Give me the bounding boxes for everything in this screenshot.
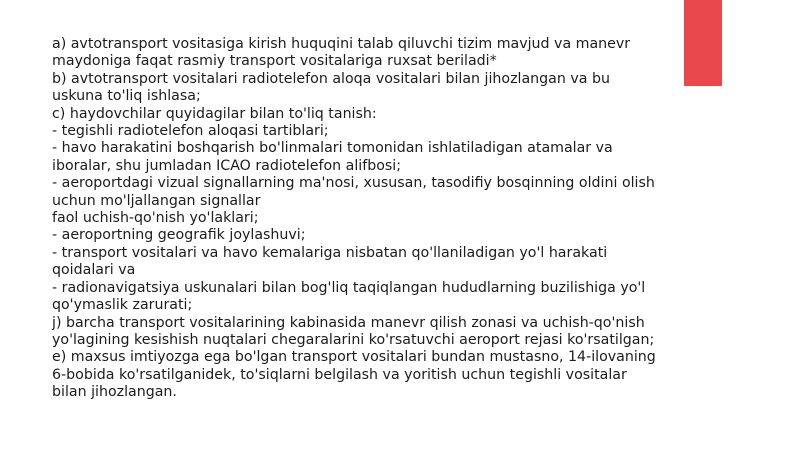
text-line: uchun mo'ljallangan signallar bbox=[52, 192, 261, 209]
text-line: uskuna to'liq ishlasa; bbox=[52, 88, 201, 105]
accent-bar bbox=[684, 0, 722, 86]
text-line: - transport vositalari va havo kemalariga nisbatan qo'llaniladigan yo'l harakati bbox=[52, 244, 608, 261]
text-line: qo'ymaslik zarurati; bbox=[52, 297, 193, 314]
text-line: - radionavigatsiya uskunalari bilan bog'liq taqiqlangan hududlarning buzilishiga yo'l bbox=[52, 279, 646, 296]
text-line: - aeroportning geografik joylashuvi; bbox=[52, 227, 306, 244]
slide-body-text bbox=[52, 36, 662, 402]
text-line: a) avtotransport vositasiga kirish huquqini talab qiluvchi tizim mavjud va manevr bbox=[52, 36, 631, 52]
text-line: b) avtotransport vositalari radiotelefon aloqa vositalari bilan jihozlangan va bu bbox=[52, 70, 610, 87]
text-line: j) barcha transport vositalarining kabinasida manevr qilish zonasi va uchish-qo'nish bbox=[52, 314, 645, 331]
text-line: maydoniga faqat rasmiy transport vositalariga ruxsat beriladi* bbox=[52, 53, 497, 70]
text-line: c) haydovchilar quyidagilar bilan to'liq tanish: bbox=[52, 105, 377, 122]
text-line: bilan jihozlangan. bbox=[52, 384, 177, 401]
text-line: yo'lagining kesishish nuqtalari chegaralarini ko'rsatuvchi aeroport rejasi ko'rsatilgan; bbox=[52, 331, 655, 348]
text-line: - tegishli radiotelefon aloqasi tartiblari; bbox=[52, 123, 329, 140]
text-line: - aeroportdagi vizual signallarning ma'nosi, xususan, tasodifiy bosqinning oldini olish bbox=[52, 175, 655, 192]
text-line: qoidalari va bbox=[52, 262, 136, 279]
text-line: iboralar, shu jumladan ICAO radiotelefon alifbosi; bbox=[52, 157, 402, 174]
text-line: faol uchish-qo'nish yo'laklari; bbox=[52, 210, 259, 227]
text-line: 6-bobida ko'rsatilganidek, to'siqlarni belgilash va yoritish uchun tegishli vositalar bbox=[52, 366, 627, 383]
text-line: e) maxsus imtiyozga ega bo'lgan transport vositalari bundan mustasno, 14-ilovaning bbox=[52, 349, 656, 366]
text-line: - havo harakatini boshqarish bo'linmalari tomonidan ishlatiladigan atamalar va bbox=[52, 140, 613, 157]
